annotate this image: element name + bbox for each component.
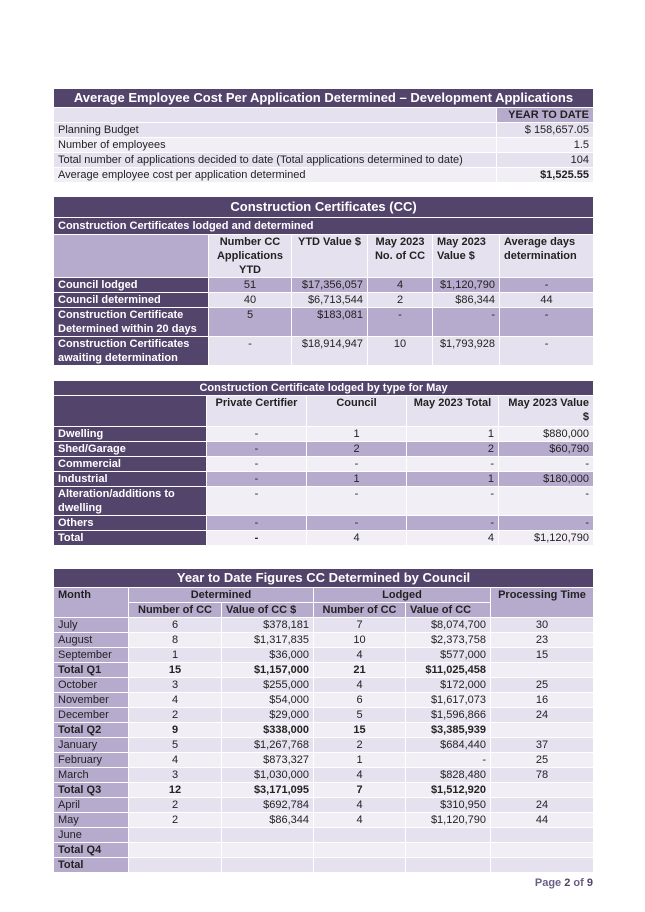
ytd-cell: 3 xyxy=(129,678,222,693)
ytd-cell: 15 xyxy=(491,648,594,663)
ytd-cell: 4 xyxy=(314,798,406,813)
ytd-cell: $36,000 xyxy=(222,648,314,663)
ytd-cell xyxy=(129,858,222,873)
ytd-cell: $29,000 xyxy=(222,708,314,723)
page-of: of xyxy=(573,877,584,889)
table-row xyxy=(54,708,594,723)
cc-type-cell: - xyxy=(207,531,307,546)
page-number xyxy=(535,877,593,889)
ytd-cell: 37 xyxy=(491,738,594,753)
ytd-cell: 25 xyxy=(491,678,594,693)
ytd-cell: 2 xyxy=(314,738,406,753)
cc-type-cell: - xyxy=(307,487,407,516)
table-row xyxy=(54,618,594,633)
cc-type-cell: - xyxy=(499,457,594,472)
table-row xyxy=(54,783,594,798)
table-row xyxy=(54,723,594,738)
ytd-cell xyxy=(491,723,594,738)
cc-type-cell: 1 xyxy=(407,427,499,442)
cc-type-cell: - xyxy=(207,472,307,487)
ytd-cell: 4 xyxy=(129,753,222,768)
cc-type-title: Construction Certificate lodged by type for May xyxy=(54,381,594,396)
cc-table xyxy=(53,196,594,366)
cc-type-row-label: Others xyxy=(54,516,207,531)
cc-title: Construction Certificates (CC) xyxy=(54,197,594,218)
avg-cost-row-label: Planning Budget xyxy=(54,123,497,138)
ytd-cell: $1,157,000 xyxy=(222,663,314,678)
ytd-cell: 8 xyxy=(129,633,222,648)
table-row xyxy=(54,738,594,753)
ytd-cell: 78 xyxy=(491,768,594,783)
cc-type-row-label: Alteration/additions to dwelling xyxy=(54,487,207,516)
avg-cost-row-label: Average employee cost per application determined xyxy=(54,168,497,183)
ytd-cell: $3,385,939 xyxy=(406,723,491,738)
ytd-cell: 2 xyxy=(129,708,222,723)
ytd-cell: 4 xyxy=(129,693,222,708)
ytd-cell: $8,074,700 xyxy=(406,618,491,633)
cc-type-cell: - xyxy=(307,457,407,472)
cc-cell: $17,356,057 xyxy=(292,278,368,293)
cc-cell: 5 xyxy=(209,308,292,337)
cc-cell: $18,914,947 xyxy=(292,337,368,366)
cc-type-cell: 4 xyxy=(307,531,407,546)
cc-type-row-label: Dwelling xyxy=(54,427,207,442)
ytd-sub-header: Number of CC xyxy=(129,603,222,618)
cc-cell: $86,344 xyxy=(433,293,500,308)
ytd-cell: $1,030,000 xyxy=(222,768,314,783)
cc-type-cell: 2 xyxy=(407,442,499,457)
cc-type-cell: $180,000 xyxy=(499,472,594,487)
ytd-cell: $1,120,790 xyxy=(406,813,491,828)
ytd-row-label: Total Q4 xyxy=(54,843,129,858)
ytd-cell: $1,267,768 xyxy=(222,738,314,753)
table-row xyxy=(54,813,594,828)
cc-col-header: May 2023 No. of CC xyxy=(368,235,433,278)
ytd-sub-header: Value of CC $ xyxy=(222,603,314,618)
table-row xyxy=(54,693,594,708)
page-prefix: Page xyxy=(534,877,562,889)
ytd-row-label: April xyxy=(54,798,129,813)
ytd-row-label: November xyxy=(54,693,129,708)
ytd-cell xyxy=(491,663,594,678)
ytd-cell xyxy=(314,858,406,873)
cc-subtitle: Construction Certificates lodged and determined xyxy=(54,218,594,235)
ytd-row-label: Total Q2 xyxy=(54,723,129,738)
ytd-cell: $86,344 xyxy=(222,813,314,828)
cc-cell: 4 xyxy=(368,278,433,293)
cc-type-cell: - xyxy=(207,516,307,531)
ytd-sub-header: Value of CC xyxy=(406,603,491,618)
cc-type-cell: - xyxy=(407,487,499,516)
ytd-cell: 44 xyxy=(491,813,594,828)
cc-type-col-header: Council xyxy=(307,396,407,427)
cc-col-header: Average days determination xyxy=(500,235,594,278)
ytd-cell: $1,617,073 xyxy=(406,693,491,708)
cc-col-header: YTD Value $ xyxy=(292,235,368,278)
cc-row-label: Construction Certificates awaiting determination xyxy=(54,337,209,366)
cc-type-table xyxy=(53,380,594,546)
ytd-cell: 2 xyxy=(129,813,222,828)
cc-cell: - xyxy=(500,337,594,366)
ytd-cell: $172,000 xyxy=(406,678,491,693)
cc-cell: $183,081 xyxy=(292,308,368,337)
avg-cost-row-label: Number of employees xyxy=(54,138,497,153)
ytd-body xyxy=(54,618,594,873)
avg-cost-row-value: 104 xyxy=(497,153,594,168)
ytd-row-label: March xyxy=(54,768,129,783)
ytd-cell: $828,480 xyxy=(406,768,491,783)
cc-cell: $1,120,790 xyxy=(433,278,500,293)
ytd-cell: 2 xyxy=(129,798,222,813)
table-row xyxy=(54,753,594,768)
ytd-row-label: Total Q1 xyxy=(54,663,129,678)
cc-type-cell: 2 xyxy=(307,442,407,457)
ytd-row-label: September xyxy=(54,648,129,663)
ytd-row-label: January xyxy=(54,738,129,753)
ytd-cell: 23 xyxy=(491,633,594,648)
ytd-sub-header: Number of CC xyxy=(314,603,406,618)
ytd-cell: 21 xyxy=(314,663,406,678)
ytd-row-label: February xyxy=(54,753,129,768)
ytd-cell: $577,000 xyxy=(406,648,491,663)
ytd-cell: 5 xyxy=(129,738,222,753)
cc-cell: - xyxy=(368,308,433,337)
ytd-cell: 9 xyxy=(129,723,222,738)
ytd-cell: 4 xyxy=(314,678,406,693)
ytd-cell: $338,000 xyxy=(222,723,314,738)
ytd-cell: $2,373,758 xyxy=(406,633,491,648)
cc-type-cell: - xyxy=(207,487,307,516)
cc-cell: - xyxy=(209,337,292,366)
ytd-cell: $1,596,866 xyxy=(406,708,491,723)
cc-type-cell: 1 xyxy=(307,427,407,442)
ytd-cell: 16 xyxy=(491,693,594,708)
ytd-cell xyxy=(491,858,594,873)
cc-cell: - xyxy=(500,308,594,337)
ytd-cell: 4 xyxy=(314,648,406,663)
cc-row-label: Council determined xyxy=(54,293,209,308)
avg-cost-title: Average Employee Cost Per Application Determined – Development Applications xyxy=(54,89,594,108)
ytd-cell: 3 xyxy=(129,768,222,783)
ytd-cell: $54,000 xyxy=(222,693,314,708)
cc-cell: - xyxy=(500,278,594,293)
ytd-cell: $692,784 xyxy=(222,798,314,813)
cc-type-cell: - xyxy=(207,442,307,457)
ytd-cell: 7 xyxy=(314,783,406,798)
table-row xyxy=(54,858,594,873)
ytd-cell xyxy=(129,843,222,858)
processing-time-header: Processing Time xyxy=(491,588,594,618)
cc-type-col-header: May 2023 Total xyxy=(407,396,499,427)
cc-type-row-label: Shed/Garage xyxy=(54,442,207,457)
table-row xyxy=(54,633,594,648)
ytd-row-label: July xyxy=(54,618,129,633)
ytd-cell: $11,025,458 xyxy=(406,663,491,678)
ytd-cell xyxy=(222,828,314,843)
ytd-cell: $310,950 xyxy=(406,798,491,813)
ytd-row-label: December xyxy=(54,708,129,723)
avg-cost-row-value: 1.5 xyxy=(497,138,594,153)
ytd-cell: 15 xyxy=(129,663,222,678)
ytd-cell: 5 xyxy=(314,708,406,723)
table-row xyxy=(54,843,594,858)
cc-cell: 44 xyxy=(500,293,594,308)
cc-cell: $6,713,544 xyxy=(292,293,368,308)
ytd-cell: 30 xyxy=(491,618,594,633)
table-row xyxy=(54,828,594,843)
ytd-cell xyxy=(491,843,594,858)
cc-row-label: Council lodged xyxy=(54,278,209,293)
cc-type-cell: 1 xyxy=(307,472,407,487)
ytd-cell: 1 xyxy=(129,648,222,663)
table-row xyxy=(54,798,594,813)
cc-col-header: May 2023 Value $ xyxy=(433,235,500,278)
cc-cell: 51 xyxy=(209,278,292,293)
ytd-cell: 1 xyxy=(314,753,406,768)
ytd-cell: 6 xyxy=(314,693,406,708)
ytd-cell xyxy=(406,858,491,873)
ytd-cell: 24 xyxy=(491,798,594,813)
ytd-title: Year to Date Figures CC Determined by Council xyxy=(54,569,594,588)
table-row xyxy=(54,768,594,783)
cc-cell: 40 xyxy=(209,293,292,308)
cc-type-cell: - xyxy=(407,457,499,472)
ytd-table xyxy=(53,568,594,873)
ytd-cell: 4 xyxy=(314,813,406,828)
cc-cell: 10 xyxy=(368,337,433,366)
ytd-cell: 12 xyxy=(129,783,222,798)
table-row xyxy=(54,678,594,693)
cc-col-header: Number CC Applications YTD xyxy=(209,235,292,278)
ytd-cell xyxy=(222,858,314,873)
month-header: Month xyxy=(54,588,129,618)
ytd-cell: 6 xyxy=(129,618,222,633)
ytd-cell: $1,317,835 xyxy=(222,633,314,648)
ytd-cell: 7 xyxy=(314,618,406,633)
ytd-cell xyxy=(406,828,491,843)
avg-cost-row-value: $1,525.55 xyxy=(497,168,594,183)
ytd-cell: - xyxy=(406,753,491,768)
cc-type-cell: $880,000 xyxy=(499,427,594,442)
avg-cost-row-label: Total number of applications decided to date (Total applications determined to date) xyxy=(54,153,497,168)
ytd-cell: $3,171,095 xyxy=(222,783,314,798)
cc-row-label: Construction Certificate Determined within 20 days xyxy=(54,308,209,337)
year-to-date-header: YEAR TO DATE xyxy=(497,108,594,123)
cc-type-cell: $60,790 xyxy=(499,442,594,457)
ytd-cell xyxy=(491,783,594,798)
cc-type-cell: - xyxy=(307,516,407,531)
avg-cost-table xyxy=(53,88,594,183)
cc-type-cell: - xyxy=(207,457,307,472)
cc-cell: - xyxy=(433,308,500,337)
ytd-cell: $1,512,920 xyxy=(406,783,491,798)
cc-type-row-label: Commercial xyxy=(54,457,207,472)
ytd-cell: 4 xyxy=(314,768,406,783)
ytd-cell xyxy=(314,843,406,858)
cc-type-cell: 1 xyxy=(407,472,499,487)
ytd-row-label: Total xyxy=(54,858,129,873)
page-total: 9 xyxy=(586,877,593,889)
determined-header: Determined xyxy=(129,588,314,603)
cc-cell: 2 xyxy=(368,293,433,308)
ytd-cell: 24 xyxy=(491,708,594,723)
table-row xyxy=(54,648,594,663)
cc-type-cell: - xyxy=(499,516,594,531)
ytd-row-label: August xyxy=(54,633,129,648)
cc-cell: $1,793,928 xyxy=(433,337,500,366)
table-row xyxy=(54,663,594,678)
cc-type-cell: $1,120,790 xyxy=(499,531,594,546)
cc-type-col-header: Private Certifier xyxy=(207,396,307,427)
cc-type-cell: - xyxy=(207,427,307,442)
page-current: 2 xyxy=(564,877,571,889)
ytd-cell: 15 xyxy=(314,723,406,738)
ytd-cell: $684,440 xyxy=(406,738,491,753)
cc-type-cell: - xyxy=(499,487,594,516)
ytd-cell: $378,181 xyxy=(222,618,314,633)
cc-type-cell: 4 xyxy=(407,531,499,546)
cc-type-cell: - xyxy=(407,516,499,531)
ytd-row-label: May xyxy=(54,813,129,828)
ytd-cell xyxy=(406,843,491,858)
ytd-row-label: Total Q3 xyxy=(54,783,129,798)
ytd-cell: $873,327 xyxy=(222,753,314,768)
ytd-row-label: June xyxy=(54,828,129,843)
avg-cost-row-value: $ 158,657.05 xyxy=(497,123,594,138)
cc-type-row-label: Industrial xyxy=(54,472,207,487)
ytd-cell xyxy=(491,828,594,843)
ytd-cell: $255,000 xyxy=(222,678,314,693)
ytd-cell xyxy=(222,843,314,858)
ytd-cell: 25 xyxy=(491,753,594,768)
cc-type-row-label: Total xyxy=(54,531,207,546)
ytd-cell xyxy=(314,828,406,843)
ytd-row-label: October xyxy=(54,678,129,693)
ytd-cell xyxy=(129,828,222,843)
lodged-header: Lodged xyxy=(314,588,491,603)
cc-type-col-header: May 2023 Value $ xyxy=(499,396,594,427)
ytd-cell: 10 xyxy=(314,633,406,648)
